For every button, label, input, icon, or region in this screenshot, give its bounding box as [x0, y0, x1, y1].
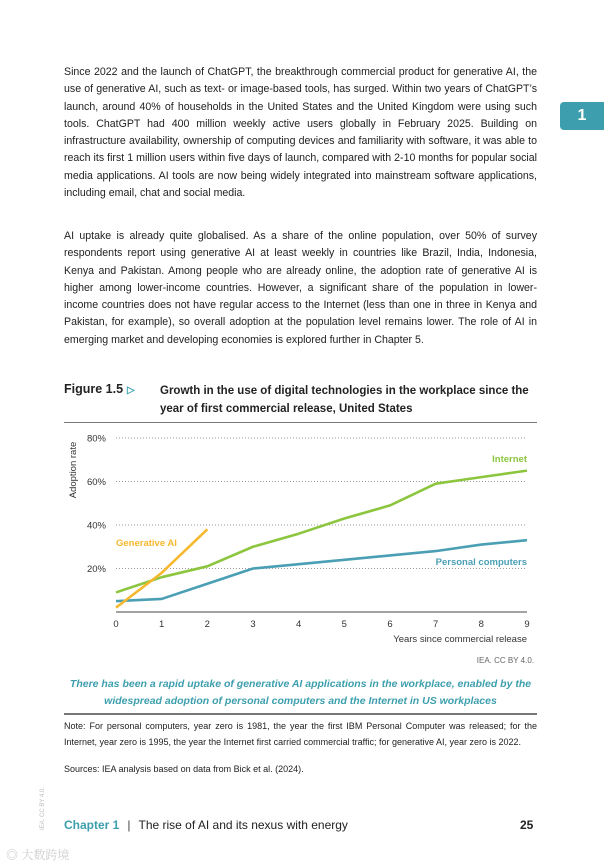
watermark: ◎ 大数跨境: [6, 848, 70, 862]
figure-note: Note: For personal computers, year zero is 1981, the year the first IBM Personal Computer was released; for the Internet, year zero is 1995, the year the Internet first carried commercial traffic; for generative AI, year zero is 2022.: [64, 721, 537, 747]
page-footer: Chapter 1 | The rise of AI and its nexus with energy: [64, 818, 348, 832]
x-tick-label: 7: [433, 619, 439, 630]
y-tick-label: 60%: [86, 477, 106, 488]
series-line-personal-computers: [116, 540, 527, 601]
chapter-tab[interactable]: 1: [560, 102, 604, 130]
footer-chapter[interactable]: Chapter 1: [64, 818, 120, 832]
series-label: Generative AI: [116, 538, 177, 549]
x-tick-label: 6: [387, 619, 393, 630]
body-paragraph-1: Since 2022 and the launch of ChatGPT, the breakthrough commercial product for generative AI, the use of generative AI, such as text- or image-based tools, has surged. Within two years of ChatGPT’s launch, around 40% of households in the United States and the United Kingdom were using such tools. ChatGPT had 400 million weekly active users globally in February 2025. Building on infrastructure availability, ownership of computing devices and familiarity with software, it was able to reach its first 1 million users within five days of launch, compared with 2-10 months for popular social media applications. AI tools are now being widely integrated into mainstream software applications, including email, chat and social media.: [64, 66, 537, 200]
y-tick-label: 80%: [86, 433, 106, 445]
triangle-arrow-icon[interactable]: ▷: [127, 385, 135, 396]
page-number: 25: [520, 818, 534, 832]
watermark-text: 大数跨境: [21, 848, 70, 862]
figure-sources: Sources: IEA analysis based on data from Bick et al. (2024).: [64, 764, 304, 774]
series-label: Internet: [492, 454, 527, 465]
body-paragraph-2: AI uptake is already quite globalised. As a share of the online population, over 50% of survey respondents report using generative AI at least weekly in countries like Brazil, India, Indonesia, Kenya and Pakistan. Among people who are already online, the adoption rate of generative AI is higher among lower-income countries. However, a significant share of the population in lower-income countries does not have regular access to the Internet (less than one in three in Kenya and Pakistan, for example), so overall adoption at the population level remains lower. The role of AI in emerging market and developing economies is explored further in Chapter 5.: [64, 230, 537, 346]
side-credit: IEA. CC BY 4.0.: [40, 787, 46, 830]
footer-title: The rise of AI and its nexus with energy: [138, 818, 348, 832]
x-tick-label: 4: [296, 619, 302, 630]
y-tick-label: 40%: [86, 520, 106, 532]
y-tick-label: 20%: [86, 564, 106, 575]
figure-number: Figure 1.5: [64, 382, 124, 396]
x-tick-label: 3: [250, 619, 256, 630]
x-tick-label: 2: [204, 619, 210, 630]
figure-bottom-rule: [64, 713, 537, 715]
figure-takeaway: There has been a rapid uptake of generative AI applications in the workplace, enabled by the widespread adoption of personal computers and the Internet in US workplaces: [69, 678, 532, 707]
series-line-internet: [116, 471, 527, 593]
figure-title: Growth in the use of digital technologies in the workplace since the year of first commercial release, United States: [160, 385, 529, 415]
y-axis-label: Adoption rate: [68, 441, 79, 499]
x-tick-label: 1: [159, 619, 165, 630]
x-tick-label: 9: [524, 619, 530, 630]
x-tick-label: 5: [341, 619, 347, 630]
x-axis-label: Years since commercial release: [393, 634, 527, 645]
series-label: Personal computers: [435, 557, 527, 568]
figure-credit: IEA. CC BY 4.0.: [476, 656, 534, 665]
x-tick-label: 0: [113, 619, 119, 630]
x-tick-label: 8: [478, 619, 484, 630]
